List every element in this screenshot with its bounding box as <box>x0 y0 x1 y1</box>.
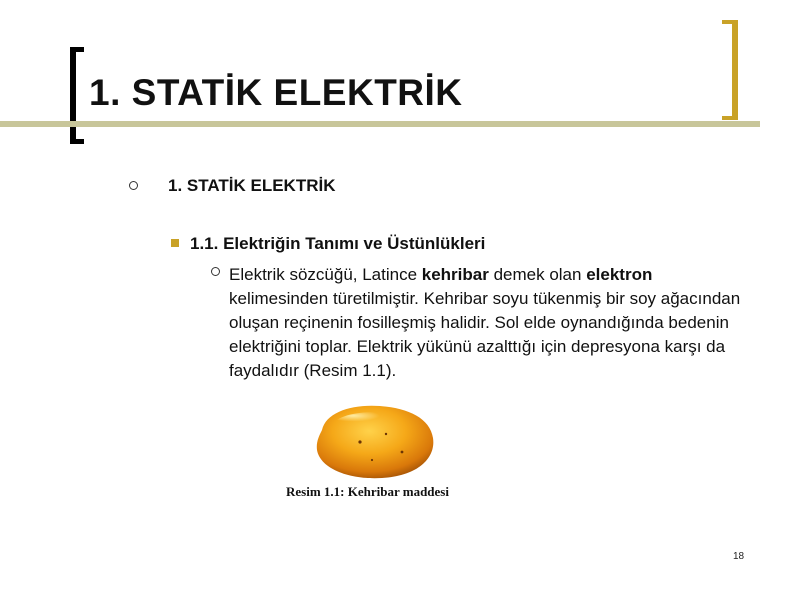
bullet-level2-text: 1.1. Elektriğin Tanımı ve Üstünlükleri <box>190 234 486 253</box>
paragraph-bold-kehribar: kehribar <box>421 265 489 284</box>
amber-stone-image <box>312 400 437 480</box>
paragraph-text-3: kelimesinden türetilmiştir. Kehribar soyu tükenmiş bir soy ağacından oluşan reçinenin fosilleşmiş halidir. Sol elde oynandığında bedenin elektriğini toplar. Elektrik yükünü azalttığı için depresyona karşı da faydalıdır (Resim 1.1). <box>229 289 741 380</box>
slide-number: 18 <box>733 551 745 562</box>
hollow-circle-bullet-icon <box>129 181 138 190</box>
gold-square-bullet-icon <box>171 239 179 247</box>
paragraph-bold-elektron: elektron <box>586 265 653 284</box>
body-paragraph <box>229 263 749 383</box>
left-bracket-decoration <box>70 47 84 144</box>
right-bracket-decoration <box>722 20 738 120</box>
figure-caption: Resim 1.1: Kehribar maddesi <box>286 484 449 499</box>
title-underline-rule <box>0 121 760 127</box>
paragraph-text-1: Elektrik sözcüğü, Latince <box>229 265 422 284</box>
paragraph-text-2: demek olan <box>488 265 587 284</box>
bullet-level1-text: 1. STATİK ELEKTRİK <box>168 176 336 195</box>
slide-title: 1. STATİK ELEKTRİK <box>89 72 463 113</box>
hollow-circle-bullet-icon <box>211 267 220 276</box>
